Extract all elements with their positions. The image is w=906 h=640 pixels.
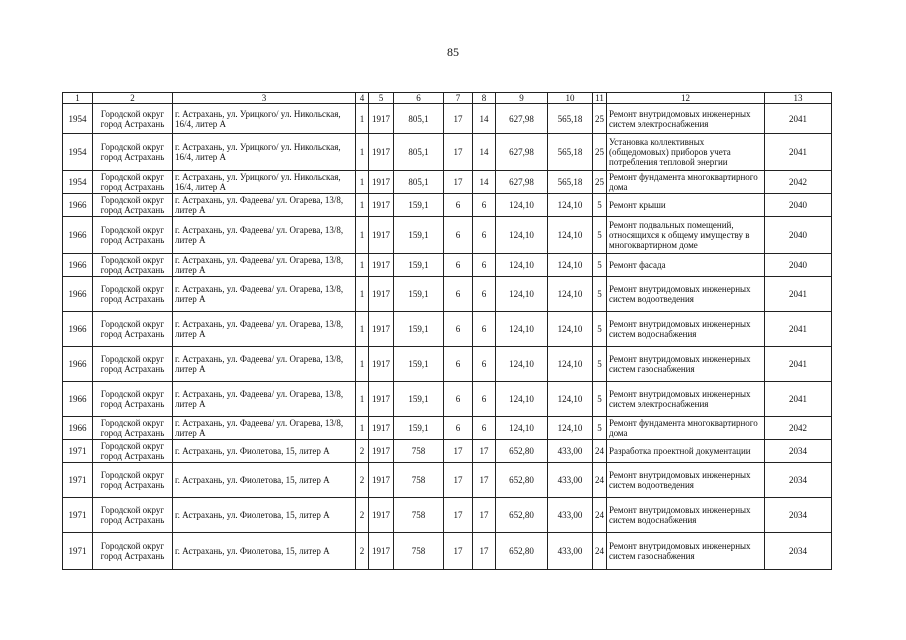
cell-c11: 5 — [593, 312, 607, 347]
cell-c4: 2 — [356, 498, 369, 533]
cell-year: 2034 — [765, 463, 832, 498]
cell-id: 1971 — [63, 498, 93, 533]
cell-address: г. Астрахань, ул. Фадеева/ ул. Огарева, 13/8, литер А — [173, 254, 356, 277]
cell-c10: 433,00 — [548, 498, 593, 533]
cell-year: 2034 — [765, 440, 832, 463]
cell-c8: 6 — [473, 217, 496, 254]
cell-year: 2041 — [765, 347, 832, 382]
cell-c4: 1 — [356, 134, 369, 171]
header-row — [63, 93, 832, 104]
cell-work: Ремонт фундамента многоквартирного дома — [607, 417, 765, 440]
cell-year: 2040 — [765, 254, 832, 277]
cell-c5: 1917 — [369, 382, 394, 417]
cell-c7: 17 — [444, 533, 473, 570]
cell-year: 2034 — [765, 498, 832, 533]
cell-c11: 5 — [593, 417, 607, 440]
cell-c6: 159,1 — [394, 277, 444, 312]
cell-work: Ремонт внутридомовых инженерных систем водоснабжения — [607, 312, 765, 347]
cell-id: 1966 — [63, 217, 93, 254]
cell-c4: 1 — [356, 104, 369, 134]
cell-c8: 14 — [473, 104, 496, 134]
cell-c5: 1917 — [369, 347, 394, 382]
cell-c9: 124,10 — [496, 277, 548, 312]
cell-municipality: Городской округ город Астрахань — [93, 254, 173, 277]
cell-c6: 159,1 — [394, 194, 444, 217]
cell-c7: 17 — [444, 498, 473, 533]
table-row — [63, 217, 832, 254]
header-cell: 4 — [356, 93, 369, 104]
cell-municipality: Городской округ город Астрахань — [93, 312, 173, 347]
cell-c7: 17 — [444, 171, 473, 194]
cell-id: 1966 — [63, 254, 93, 277]
page-number: 85 — [447, 45, 459, 59]
cell-c11: 5 — [593, 347, 607, 382]
header-cell: 13 — [765, 93, 832, 104]
cell-id: 1971 — [63, 533, 93, 570]
cell-c10: 565,18 — [548, 171, 593, 194]
cell-c4: 1 — [356, 194, 369, 217]
cell-year: 2042 — [765, 171, 832, 194]
cell-c9: 652,80 — [496, 498, 548, 533]
cell-c9: 124,10 — [496, 194, 548, 217]
cell-work: Ремонт внутридомовых инженерных систем водоснабжения — [607, 498, 765, 533]
cell-id: 1954 — [63, 171, 93, 194]
cell-c9: 124,10 — [496, 382, 548, 417]
cell-c7: 17 — [444, 440, 473, 463]
cell-c5: 1917 — [369, 312, 394, 347]
cell-work: Ремонт внутридомовых инженерных систем водоотведения — [607, 463, 765, 498]
header-cell: 9 — [496, 93, 548, 104]
cell-c4: 1 — [356, 347, 369, 382]
cell-year: 2034 — [765, 533, 832, 570]
cell-c7: 6 — [444, 217, 473, 254]
cell-municipality: Городской округ город Астрахань — [93, 498, 173, 533]
cell-year: 2041 — [765, 277, 832, 312]
header-cell: 12 — [607, 93, 765, 104]
cell-id: 1966 — [63, 277, 93, 312]
cell-c6: 159,1 — [394, 347, 444, 382]
cell-work: Ремонт фасада — [607, 254, 765, 277]
cell-c6: 159,1 — [394, 382, 444, 417]
table-body — [63, 104, 832, 570]
cell-c8: 17 — [473, 463, 496, 498]
cell-c10: 433,00 — [548, 463, 593, 498]
header-cell: 5 — [369, 93, 394, 104]
cell-c8: 14 — [473, 134, 496, 171]
cell-address: г. Астрахань, ул. Фадеева/ ул. Огарева, 13/8, литер А — [173, 417, 356, 440]
cell-c4: 1 — [356, 217, 369, 254]
cell-id: 1966 — [63, 194, 93, 217]
cell-c8: 6 — [473, 417, 496, 440]
cell-c10: 124,10 — [548, 382, 593, 417]
cell-c10: 433,00 — [548, 533, 593, 570]
cell-c6: 758 — [394, 533, 444, 570]
cell-c7: 17 — [444, 463, 473, 498]
cell-work: Разработка проектной документации — [607, 440, 765, 463]
cell-address: г. Астрахань, ул. Фадеева/ ул. Огарева, 13/8, литер А — [173, 382, 356, 417]
cell-c5: 1917 — [369, 417, 394, 440]
cell-c10: 124,10 — [548, 254, 593, 277]
table-row — [63, 104, 832, 134]
cell-c5: 1917 — [369, 533, 394, 570]
cell-c6: 159,1 — [394, 217, 444, 254]
cell-c10: 565,18 — [548, 134, 593, 171]
cell-c11: 24 — [593, 463, 607, 498]
header-cell: 11 — [593, 93, 607, 104]
cell-c6: 805,1 — [394, 134, 444, 171]
cell-work: Ремонт внутридомовых инженерных систем газоснабжения — [607, 533, 765, 570]
cell-municipality: Городской округ город Астрахань — [93, 194, 173, 217]
table-row — [63, 277, 832, 312]
cell-c7: 6 — [444, 382, 473, 417]
cell-c8: 17 — [473, 440, 496, 463]
cell-year: 2042 — [765, 417, 832, 440]
cell-municipality: Городской округ город Астрахань — [93, 217, 173, 254]
cell-year: 2040 — [765, 217, 832, 254]
cell-address: г. Астрахань, ул. Урицкого/ ул. Никольская, 16/4, литер А — [173, 134, 356, 171]
cell-c5: 1917 — [369, 440, 394, 463]
cell-c9: 627,98 — [496, 104, 548, 134]
cell-c4: 1 — [356, 171, 369, 194]
cell-c11: 24 — [593, 498, 607, 533]
cell-work: Ремонт внутридомовых инженерных систем газоснабжения — [607, 347, 765, 382]
cell-c4: 2 — [356, 440, 369, 463]
cell-municipality: Городской округ город Астрахань — [93, 171, 173, 194]
cell-c6: 159,1 — [394, 312, 444, 347]
cell-c4: 1 — [356, 277, 369, 312]
table-row — [63, 347, 832, 382]
cell-c8: 14 — [473, 171, 496, 194]
table-row — [63, 440, 832, 463]
cell-year: 2041 — [765, 104, 832, 134]
cell-c11: 5 — [593, 217, 607, 254]
cell-address: г. Астрахань, ул. Фиолетова, 15, литер А — [173, 463, 356, 498]
header-cell: 1 — [63, 93, 93, 104]
cell-c6: 758 — [394, 440, 444, 463]
cell-address: г. Астрахань, ул. Фадеева/ ул. Огарева, 13/8, литер А — [173, 217, 356, 254]
cell-c7: 6 — [444, 194, 473, 217]
cell-c5: 1917 — [369, 217, 394, 254]
cell-c7: 6 — [444, 277, 473, 312]
cell-c4: 2 — [356, 463, 369, 498]
cell-c11: 5 — [593, 194, 607, 217]
cell-municipality: Городской округ город Астрахань — [93, 463, 173, 498]
cell-c11: 24 — [593, 440, 607, 463]
cell-id: 1966 — [63, 382, 93, 417]
cell-work: Ремонт внутридомовых инженерных систем электроснабжения — [607, 104, 765, 134]
cell-c10: 124,10 — [548, 217, 593, 254]
cell-c4: 1 — [356, 254, 369, 277]
cell-municipality: Городской округ город Астрахань — [93, 440, 173, 463]
cell-c11: 5 — [593, 254, 607, 277]
cell-year: 2041 — [765, 312, 832, 347]
cell-c4: 2 — [356, 533, 369, 570]
cell-c9: 124,10 — [496, 347, 548, 382]
cell-work: Ремонт подвальных помещений, относящихся к общему имуществу в многоквартирном доме — [607, 217, 765, 254]
cell-work: Ремонт крыши — [607, 194, 765, 217]
cell-c6: 758 — [394, 463, 444, 498]
cell-c6: 159,1 — [394, 254, 444, 277]
table-row — [63, 171, 832, 194]
cell-c8: 6 — [473, 254, 496, 277]
cell-c4: 1 — [356, 417, 369, 440]
capital-repair-table — [62, 92, 832, 570]
cell-year: 2040 — [765, 194, 832, 217]
cell-id: 1954 — [63, 134, 93, 171]
cell-c9: 627,98 — [496, 171, 548, 194]
table-row — [63, 382, 832, 417]
cell-address: г. Астрахань, ул. Фадеева/ ул. Огарева, 13/8, литер А — [173, 277, 356, 312]
cell-c6: 758 — [394, 498, 444, 533]
cell-municipality: Городской округ город Астрахань — [93, 417, 173, 440]
cell-address: г. Астрахань, ул. Фиолетова, 15, литер А — [173, 533, 356, 570]
cell-c9: 124,10 — [496, 254, 548, 277]
cell-c7: 6 — [444, 254, 473, 277]
cell-c5: 1917 — [369, 498, 394, 533]
cell-c10: 433,00 — [548, 440, 593, 463]
cell-c10: 124,10 — [548, 277, 593, 312]
header-cell: 6 — [394, 93, 444, 104]
cell-c10: 124,10 — [548, 347, 593, 382]
cell-work: Установка коллективных (общедомовых) приборов учета потребления тепловой энергии — [607, 134, 765, 171]
cell-id: 1966 — [63, 347, 93, 382]
cell-c11: 24 — [593, 533, 607, 570]
cell-c8: 17 — [473, 533, 496, 570]
cell-address: г. Астрахань, ул. Урицкого/ ул. Никольская, 16/4, литер А — [173, 171, 356, 194]
cell-address: г. Астрахань, ул. Фадеева/ ул. Огарева, 13/8, литер А — [173, 194, 356, 217]
cell-c9: 652,80 — [496, 533, 548, 570]
cell-c11: 25 — [593, 104, 607, 134]
table-row — [63, 254, 832, 277]
cell-c5: 1917 — [369, 277, 394, 312]
cell-c6: 159,1 — [394, 417, 444, 440]
table-row — [63, 312, 832, 347]
cell-c5: 1917 — [369, 134, 394, 171]
cell-c10: 124,10 — [548, 312, 593, 347]
cell-c7: 17 — [444, 134, 473, 171]
cell-id: 1971 — [63, 440, 93, 463]
cell-c8: 6 — [473, 382, 496, 417]
cell-c5: 1917 — [369, 463, 394, 498]
cell-year: 2041 — [765, 382, 832, 417]
cell-c5: 1917 — [369, 254, 394, 277]
cell-municipality: Городской округ город Астрахань — [93, 134, 173, 171]
cell-c8: 6 — [473, 347, 496, 382]
cell-municipality: Городской округ город Астрахань — [93, 104, 173, 134]
cell-c9: 124,10 — [496, 217, 548, 254]
table-row — [63, 417, 832, 440]
cell-c9: 652,80 — [496, 463, 548, 498]
cell-c11: 5 — [593, 277, 607, 312]
cell-municipality: Городской округ город Астрахань — [93, 347, 173, 382]
cell-municipality: Городской округ город Астрахань — [93, 277, 173, 312]
cell-year: 2041 — [765, 134, 832, 171]
cell-c8: 6 — [473, 277, 496, 312]
header-cell: 10 — [548, 93, 593, 104]
cell-work: Ремонт внутридомовых инженерных систем электроснабжения — [607, 382, 765, 417]
cell-c5: 1917 — [369, 171, 394, 194]
cell-municipality: Городской округ город Астрахань — [93, 382, 173, 417]
cell-work: Ремонт фундамента многоквартирного дома — [607, 171, 765, 194]
cell-id: 1966 — [63, 417, 93, 440]
header-cell: 8 — [473, 93, 496, 104]
cell-c7: 17 — [444, 104, 473, 134]
cell-c7: 6 — [444, 417, 473, 440]
cell-c8: 6 — [473, 194, 496, 217]
cell-c5: 1917 — [369, 104, 394, 134]
cell-c6: 805,1 — [394, 104, 444, 134]
header-cell: 3 — [173, 93, 356, 104]
table-row — [63, 134, 832, 171]
cell-c10: 565,18 — [548, 104, 593, 134]
cell-c10: 124,10 — [548, 194, 593, 217]
cell-c7: 6 — [444, 312, 473, 347]
cell-c9: 627,98 — [496, 134, 548, 171]
cell-c9: 124,10 — [496, 417, 548, 440]
cell-address: г. Астрахань, ул. Урицкого/ ул. Никольская, 16/4, литер А — [173, 104, 356, 134]
cell-c11: 25 — [593, 171, 607, 194]
table-row — [63, 533, 832, 570]
table-row — [63, 463, 832, 498]
cell-id: 1954 — [63, 104, 93, 134]
cell-c4: 1 — [356, 312, 369, 347]
cell-c8: 6 — [473, 312, 496, 347]
cell-c4: 1 — [356, 382, 369, 417]
cell-c8: 17 — [473, 498, 496, 533]
cell-address: г. Астрахань, ул. Фадеева/ ул. Огарева, 13/8, литер А — [173, 347, 356, 382]
cell-id: 1971 — [63, 463, 93, 498]
cell-id: 1966 — [63, 312, 93, 347]
cell-c10: 124,10 — [548, 417, 593, 440]
table-row — [63, 498, 832, 533]
header-cell: 7 — [444, 93, 473, 104]
cell-work: Ремонт внутридомовых инженерных систем водоотведения — [607, 277, 765, 312]
table-row — [63, 194, 832, 217]
cell-c11: 25 — [593, 134, 607, 171]
cell-address: г. Астрахань, ул. Фиолетова, 15, литер А — [173, 498, 356, 533]
header-cell: 2 — [93, 93, 173, 104]
cell-c5: 1917 — [369, 194, 394, 217]
cell-municipality: Городской округ город Астрахань — [93, 533, 173, 570]
cell-address: г. Астрахань, ул. Фиолетова, 15, литер А — [173, 440, 356, 463]
cell-c6: 805,1 — [394, 171, 444, 194]
cell-c7: 6 — [444, 347, 473, 382]
cell-c9: 652,80 — [496, 440, 548, 463]
cell-c9: 124,10 — [496, 312, 548, 347]
cell-address: г. Астрахань, ул. Фадеева/ ул. Огарева, 13/8, литер А — [173, 312, 356, 347]
cell-c11: 5 — [593, 382, 607, 417]
